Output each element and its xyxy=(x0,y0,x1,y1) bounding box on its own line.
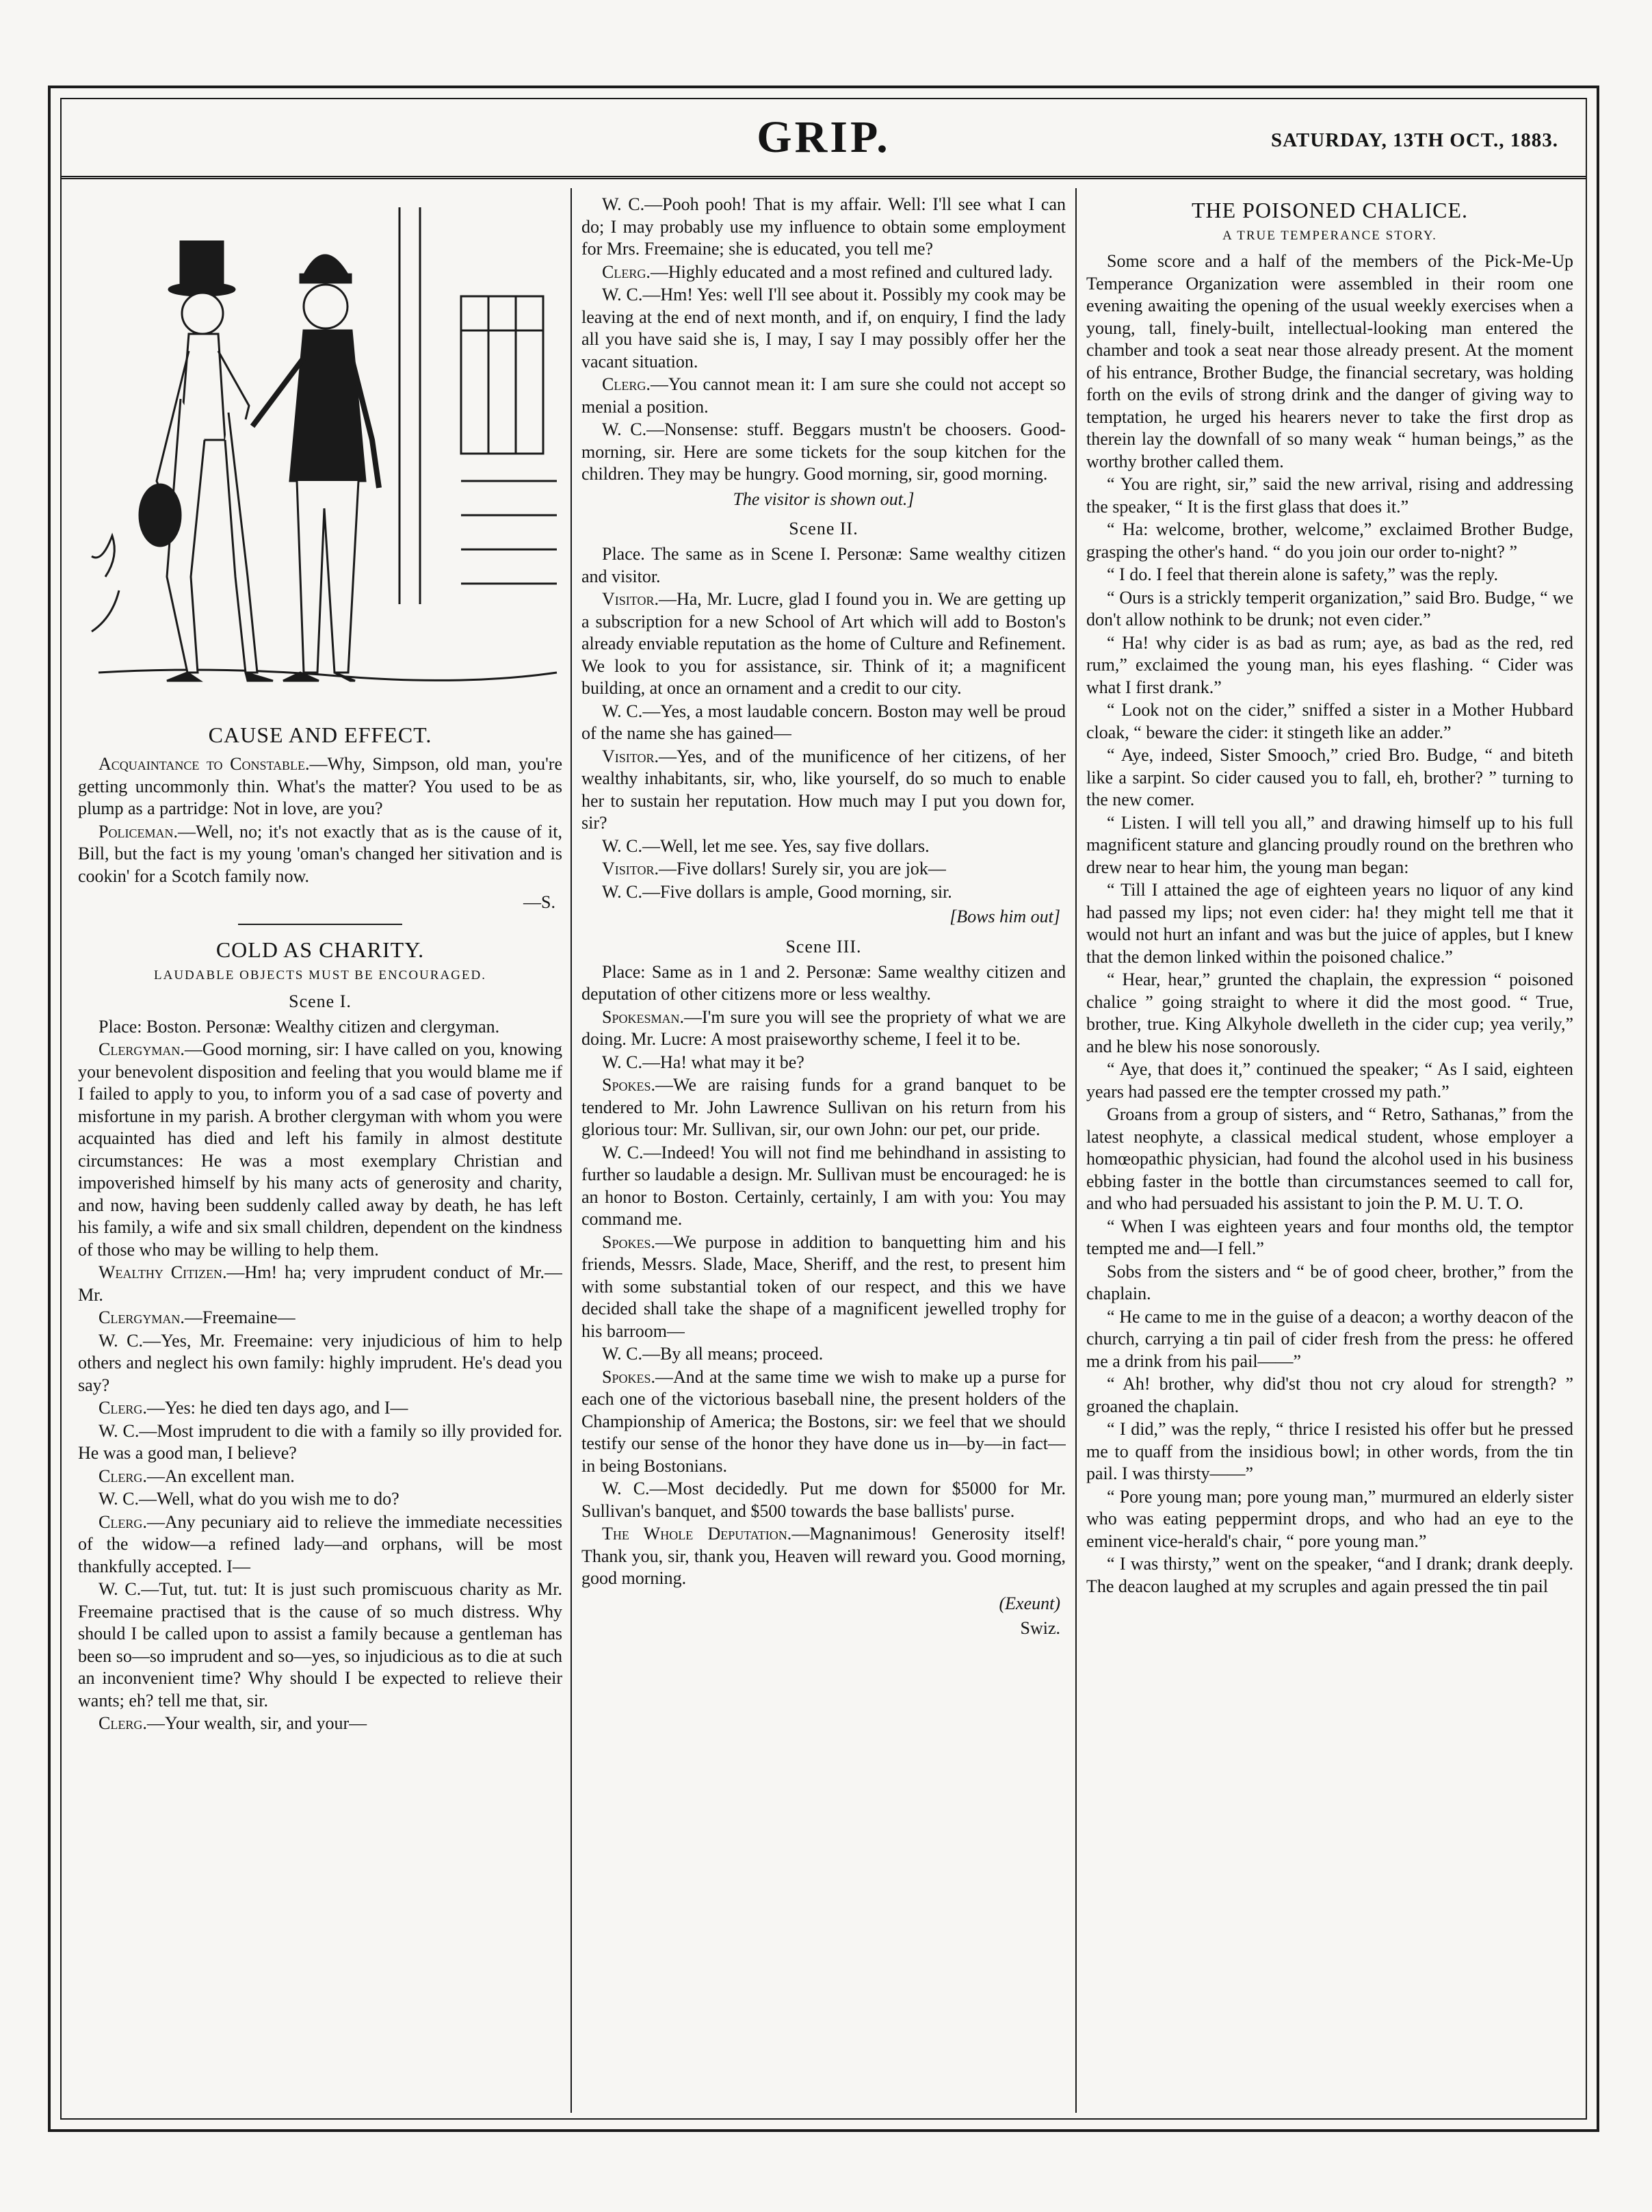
speaker-label: Clerg. xyxy=(99,1466,147,1486)
section-divider xyxy=(238,924,402,925)
line-text: —And at the same time we wish to make up a purse for each one of the victorious baseball nine, the present holders of the Championship of America; the Bostons, sir: we feel that we should testify our sense of the honor they have done us in—by—in fact—in being Bostonians. xyxy=(581,1366,1066,1476)
speaker-label: Clerg. xyxy=(602,261,651,282)
dialogue-line xyxy=(581,881,1066,904)
line-text: —Most decidedly. Put me down for $5000 for Mr. Sullivan's banquet, and $500 towards the base ballists' purse. xyxy=(581,1479,1066,1521)
masthead-title: GRIP. xyxy=(757,112,891,162)
scene-1-direction xyxy=(581,489,1066,511)
scene-1-dialogue xyxy=(78,1039,562,1735)
speaker-label: Wealthy Citizen. xyxy=(99,1262,227,1282)
story-paragraph: “ Pore young man; pore young man,” murmured an elderly sister who was eating peppermint drops, and who had an eye to the eminent vice-herald's chair, “ pore young man.” xyxy=(1086,1486,1573,1551)
line-text: —Yes, and of the munificence of her citizens, of her wealthy inhabitants, sir, who, like yourself, do so much to enable her to sustain her reputation. How much may I put you down for, sir? xyxy=(581,746,1066,833)
story-paragraph: “ Listen. I will tell you all,” and drawing himself up to his full magnificent stature and glancing proudly round on the brethren who drew near to hear him, the young man began: xyxy=(1086,812,1573,877)
dialogue-line xyxy=(78,1307,562,1329)
story-paragraph: “ You are right, sir,” said the new arrival, rising and addressing the speaker, “ It is the first glass that does it.” xyxy=(1086,474,1573,517)
masthead-date: SATURDAY, 13TH OCT., 1883. xyxy=(1271,129,1558,151)
line-text: —You cannot mean it: I am sure she could not accept so menial a position. xyxy=(581,374,1066,417)
column-rule-left xyxy=(571,188,572,2113)
line-text: —Tut, tut. tut: It is just such promiscuous charity as Mr. Freemaine practised that is the cause of so much distress. Why should I be called upon to assist a family because a gentleman has been so—so imprudent and so—yes, so injudicious as to die at such an inconvenient time? Why should I be expected to relieve their wants; eh? tell me that, sir. xyxy=(78,1579,562,1710)
speaker-label: Clergyman. xyxy=(99,1039,185,1059)
cartoon-drawing xyxy=(78,194,562,710)
charity-subtitle: LAUDABLE OBJECTS MUST BE ENCOURAGED. xyxy=(154,967,486,983)
masthead xyxy=(62,99,1586,179)
newspaper-page xyxy=(48,86,1599,2132)
line-text: —I'm sure you will see the propriety of what we are doing. Mr. Lucre: A most praiseworthy scheme, I feel it to be. xyxy=(581,1006,1066,1049)
dialogue-line xyxy=(581,194,1066,261)
speaker-label: Spokes. xyxy=(602,1232,655,1252)
dialogue-line xyxy=(581,746,1066,835)
chalice-story xyxy=(1086,250,1573,1598)
line-text: —Ha, Mr. Lucre, glad I found you in. We are getting up a subscription for a new School of Art which will add to Boston's already enviable reputation as the home of Culture and Refinement. We look to you for assistance, sir. Think of it; a magnificent building, at once an ornament and a credit to our city. xyxy=(581,589,1066,698)
speaker-label: W. C. xyxy=(99,1489,139,1509)
line-text: —Good morning, sir: I have called on you, knowing your benevolent disposition and feeling that you would blame me if I failed to apply to you, to inform you of a sad case of poverty and misfortune in my parish. A brother clergyman with whom you were acquainted has died and left his family in almost destitute circumstances: He was a most exemplary Christian and impoverished himself by his many acts of generosity and charity, and now, having been suddenly called away by death, he has left his family, a wife and six small children, dependent on the kindness of those who may be willing to help them. xyxy=(78,1039,562,1260)
story-paragraph: “ He came to me in the guise of a deacon; a worthy deacon of the church, carrying a tin pail of cider fresh from the press: he offered me a drink from his pail——” xyxy=(1086,1306,1573,1371)
scene-2-direction xyxy=(581,906,1060,928)
charity-signature: Swiz. xyxy=(1020,1618,1060,1638)
line-text: —Ha! what may it be? xyxy=(642,1052,804,1072)
line-text: —Highly educated and a most refined and cultured lady. xyxy=(650,261,1053,282)
dialogue-line xyxy=(581,858,1066,881)
story-paragraph: “ I did,” was the reply, “ thrice I resisted his offer but he pressed me to quaff from the insidious bowl; in other words, from the tin pail. I was thirsty——” xyxy=(1086,1419,1573,1483)
dialogue-line xyxy=(581,1006,1066,1051)
speaker-label: Clerg. xyxy=(602,374,651,394)
line-text: —By all means; proceed. xyxy=(642,1344,824,1364)
scene-3-place: Place: Same as in 1 and 2. Personæ: Same wealthy citizen and deputation of other citizens more or less wealthy. xyxy=(581,961,1066,1004)
cartoon-illustration xyxy=(78,194,562,710)
cartoon-signature: —S. xyxy=(523,892,555,912)
dialogue-line xyxy=(581,588,1066,700)
speaker-label: Clerg. xyxy=(99,1398,147,1418)
scene-3-dialogue xyxy=(581,1006,1066,1590)
story-paragraph: “ I was thirsty,” went on the speaker, “and I drank; drank deeply. The deacon laughed at my scruples and again pressed the tin pail xyxy=(1086,1554,1573,1596)
column-2 xyxy=(581,194,1066,2107)
speaker-label: Spokes. xyxy=(602,1075,655,1095)
scene-1-place: Place: Boston. Personæ: Wealthy citizen and clergyman. xyxy=(99,1016,500,1037)
story-paragraph: “ Ours is a strickly temperit organization,” said Bro. Budge, “ we don't allow nothink to be drunk; not even cider.” xyxy=(1086,587,1573,629)
page-frame xyxy=(60,98,1587,2120)
speaker-label: Policeman. xyxy=(99,821,178,842)
dialogue-line xyxy=(78,1262,562,1306)
line-text: —Yes, a most laudable concern. Boston may well be proud of the name she has gained— xyxy=(581,701,1066,743)
line-text: —Nonsense: stuff. Beggars mustn't be choosers. Good-morning, sir. Here are some tickets for the soup kitchen for the children. They may be hungry. Good morning, sir, good morning. xyxy=(581,419,1066,484)
dialogue-line xyxy=(581,419,1066,486)
speaker-label: The Whole Deputation. xyxy=(602,1524,792,1544)
story-paragraph: Sobs from the sisters and “ be of good cheer, brother,” from the chaplain. xyxy=(1086,1261,1573,1303)
column-1 xyxy=(78,194,562,2107)
line-text: —Five dollars is ample, Good morning, sir. xyxy=(642,881,952,902)
speaker-label: W. C. xyxy=(602,881,642,902)
line-text: —We are raising funds for a grand banquet to be tendered to Mr. John Lawrence Sullivan on his return from his glorious tour: Mr. Sullivan, sir, our own John: our pet, our pride. xyxy=(581,1075,1066,1139)
speaker-label: W. C. xyxy=(602,1142,644,1162)
story-paragraph: “ When I was eighteen years and four months old, the temptor tempted me and—I fell.” xyxy=(1086,1216,1573,1258)
dialogue-line xyxy=(78,1488,562,1511)
line-text: —Well, let me see. Yes, say five dollars. xyxy=(642,835,930,856)
chalice-title: THE POISONED CHALICE. xyxy=(1191,198,1469,222)
scene-3-direction xyxy=(581,1593,1060,1615)
dialogue-line xyxy=(581,1074,1066,1141)
dialogue-line xyxy=(581,1523,1066,1590)
line-text: —Yes: he died ten days ago, and I— xyxy=(146,1398,408,1418)
story-paragraph: “ Aye, indeed, Sister Smooch,” cried Bro. Budge, “ and biteth like a sarpint. So cider caused you to fall, eh, brother? ” turning to the new comer. xyxy=(1086,745,1573,809)
line-text: —Well, what do you wish me to do? xyxy=(139,1489,399,1509)
line-text: —Hm! Yes: well I'll see about it. Possibly my cook may be leaving at the end of next month, and if, on enquiry, I find the lady all you have said she is, I may, I say I may possibly offer her the vacant situation. xyxy=(581,285,1066,372)
line-text: —An excellent man. xyxy=(146,1466,295,1486)
dialogue-line xyxy=(78,1511,562,1578)
speaker-label: Clergyman. xyxy=(99,1307,185,1327)
dialogue-line xyxy=(581,374,1066,418)
dialogue-line xyxy=(581,1366,1066,1478)
line-text: —Your wealth, sir, and your— xyxy=(146,1713,367,1733)
column-3 xyxy=(1086,194,1573,2107)
speaker-label: W. C. xyxy=(99,1579,142,1599)
speaker-label: W. C. xyxy=(602,1479,650,1498)
dialogue-line xyxy=(581,284,1066,373)
speaker-label: W. C. xyxy=(602,835,642,856)
story-paragraph: Some score and a half of the members of the Pick-Me-Up Temperance Organization were assembled in their room one evening awaiting the opening of the usual weekly exercises when a young, tall, finely-built, intellectual-looking man entered the chamber and took a seat near those already present. At the moment of his entrance, Brother Budge, the financial secretary, was holding forth on the evils of strong drink and the danger of giving way to temptation, he urged his hearers never to take the first drop as therein lay the downfall of so many weak “ human beings,” as the worthy brother called them. xyxy=(1086,251,1573,471)
story-paragraph: “ Ah! brother, why did'st thou not cry aloud for strength? ” groaned the chaplain. xyxy=(1086,1374,1573,1416)
story-paragraph: “ Hear, hear,” grunted the chaplain, the expression “ poisoned chalice ” going straight to where it did the most good. “ True, brother, true. King Alkyhole dwelleth in the cider cup; yea verily,” and he blew his nose sonorously. xyxy=(1086,970,1573,1056)
story-paragraph: “ Ha: welcome, brother, welcome,” exclaimed Brother Budge, grasping the other's hand. “ do you join our order to-night? ” xyxy=(1086,519,1573,562)
dialogue-line xyxy=(581,701,1066,745)
line-text: —Pooh pooh! That is my affair. Well: I'll see what I can do; I may probably use my influence to obtain some employment for Mrs. Freemaine; she is educated, you tell me? xyxy=(581,194,1066,259)
speaker-label: W. C. xyxy=(99,1420,140,1441)
story-paragraph: “ I do. I feel that therein alone is safety,” was the reply. xyxy=(1107,564,1498,584)
dialogue-line xyxy=(78,1713,562,1735)
speaker-label: W. C. xyxy=(99,1330,143,1351)
speaker-label: W. C. xyxy=(602,419,647,439)
story-paragraph: “ Look not on the cider,” sniffed a sister in a Mother Hubbard cloak, “ beware the cider: it stingeth like an adder.” xyxy=(1086,700,1573,742)
dialogue-line xyxy=(78,1330,562,1397)
scene-3-heading: Scene III. xyxy=(785,936,862,957)
dialogue-line xyxy=(581,1232,1066,1343)
dialogue-line xyxy=(78,1578,562,1712)
speaker-label: W. C. xyxy=(602,194,645,214)
chalice-subtitle: A TRUE TEMPERANCE STORY. xyxy=(1222,229,1437,243)
line-text: —We purpose in addition to banquetting him and his friends, Messrs. Slade, Mace, Sheriff, and the rest, to present him with some substantial token of our respect, and this we have decided shall take the shape of a magnificent jewelled trophy for his barroom— xyxy=(581,1232,1066,1341)
dialogue-line xyxy=(581,261,1066,284)
dialogue-line xyxy=(78,1466,562,1488)
speaker-label: W. C. xyxy=(602,1344,642,1364)
dialogue-line xyxy=(78,1397,562,1420)
stage-direction: (Exeunt) xyxy=(999,1593,1060,1613)
stage-direction: [Bows him out] xyxy=(949,907,1060,926)
story-paragraph: Groans from a group of sisters, and “ Retro, Sathanas,” from the latest neophyte, a classical medical student, whose employer a homœopathic physician, had found the alcohol used in his business ebbing faster in the bottle than circumstances seemed to call for, and who had persuaded his assistant to join the P. M. U. T. O. xyxy=(1086,1104,1573,1213)
dialogue-line xyxy=(581,1052,1066,1074)
speaker-label: Spokesman. xyxy=(602,1006,684,1027)
dialogue-line xyxy=(581,1478,1066,1522)
speaker-label: Spokes. xyxy=(602,1366,655,1387)
speaker-label: Acquaintance to Constable. xyxy=(99,754,310,774)
cartoon-line-1 xyxy=(78,753,562,820)
speaker-label: W. C. xyxy=(602,1052,642,1072)
speaker-label: Clerg. xyxy=(99,1511,147,1532)
story-paragraph: “ Aye, that does it,” continued the speaker; “ As I said, eighteen years had passed ere the tempter crossed my path.” xyxy=(1086,1059,1573,1102)
dialogue-line xyxy=(581,1343,1066,1366)
line-text: —Freemaine— xyxy=(184,1307,296,1327)
speaker-label: Visitor. xyxy=(602,859,659,879)
scene-2-heading: Scene II. xyxy=(789,519,858,538)
speaker-label: W. C. xyxy=(602,701,643,721)
line-text: —Magnanimous! Generosity itself! Thank you, sir, thank you, Heaven will reward you. Good morning, good morning. xyxy=(581,1524,1066,1588)
charity-title: COLD AS CHARITY. xyxy=(215,937,425,962)
speaker-label: Visitor. xyxy=(602,589,659,609)
speaker-label: W. C. xyxy=(602,285,643,304)
cartoon-title: CAUSE AND EFFECT. xyxy=(208,723,432,747)
line-text: —Any pecuniary aid to relieve the immediate necessities of the widow—a refined lady—and orphans, will be most thankfully accepted. I— xyxy=(78,1511,562,1576)
dialogue-line xyxy=(78,1420,562,1465)
story-paragraph: “ Till I attained the age of eighteen years no liquor of any kind had passed my lips; not even cider: ha! they might tell me that it would not hurt an infant and was but the juice of apples, but I knew that the demon linked within the poisoned chalice.” xyxy=(1086,880,1573,967)
scene-2-place: Place. The same as in Scene I. Personæ: Same wealthy citizen and visitor. xyxy=(581,544,1066,586)
line-text: —Most imprudent to die with a family so illy provided for. He was a good man, I believe? xyxy=(78,1420,562,1463)
line-text: —Hm! ha; very imprudent conduct of Mr.—Mr. xyxy=(78,1262,562,1305)
line-text: —Indeed! You will not find me behindhand in assisting to further so laudable a design. Mr. Sullivan must be encouraged: he is an honor to Boston. Certainly, certainly, I am with you: You may command me. xyxy=(581,1142,1066,1229)
cartoon-line-2 xyxy=(78,821,562,888)
scene-1-dialogue-continued xyxy=(581,194,1066,486)
stage-direction: The visitor is shown out.] xyxy=(733,489,915,509)
scene-2-dialogue xyxy=(581,588,1066,903)
line-text: —Why, Simpson, old man, you're getting uncommonly thin. What's the matter? You used to be as plump as a partridge: Not in love, are you? xyxy=(78,754,562,818)
story-paragraph: “ Ha! why cider is as bad as rum; aye, as bad as the red, red rum,” exclaimed the young man, his eyes flashing. “ Cider was what I first drank.” xyxy=(1086,632,1573,697)
line-text: —Yes, Mr. Freemaine: very injudicious of him to help others and neglect his own family: highly imprudent. He's dead you say? xyxy=(78,1330,562,1395)
dialogue-line xyxy=(78,1039,562,1261)
dialogue-line xyxy=(581,1142,1066,1231)
line-text: —Well, no; it's not exactly that as is the cause of it, Bill, but the fact is my young 'oman's changed her sitivation and is cookin' for a Scotch family now. xyxy=(78,821,562,886)
dialogue-line xyxy=(581,835,1066,858)
line-text: —Five dollars! Surely sir, you are jok— xyxy=(658,859,946,879)
speaker-label: Clerg. xyxy=(99,1713,147,1733)
column-rule-right xyxy=(1075,188,1077,2113)
scene-1-heading: Scene I. xyxy=(289,991,352,1011)
speaker-label: Visitor. xyxy=(602,746,659,766)
